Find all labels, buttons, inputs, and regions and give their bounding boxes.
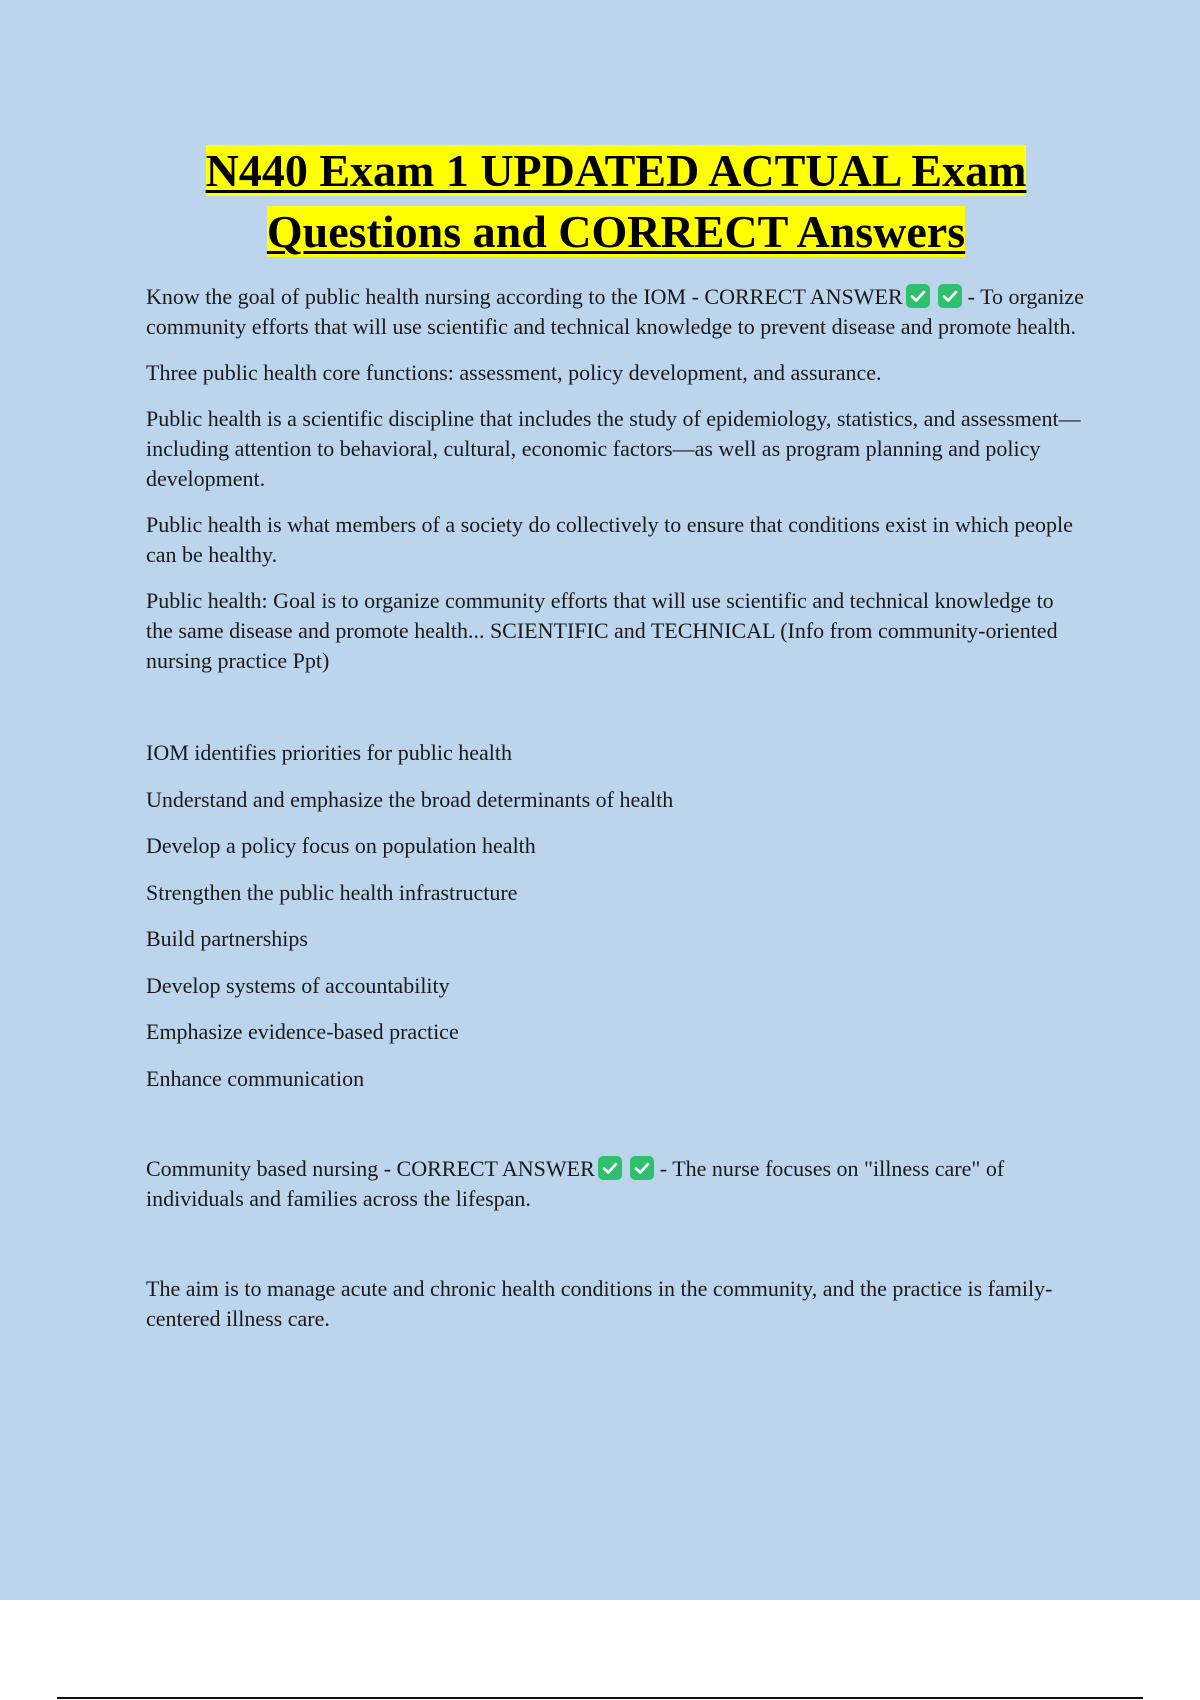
footer-divider xyxy=(57,1697,1143,1699)
title-line-1: N440 Exam 1 UPDATED ACTUAL Exam xyxy=(205,145,1027,196)
check-mark-icon xyxy=(630,1156,654,1180)
check-mark-icon xyxy=(906,284,930,308)
list-item: Develop a policy focus on population health xyxy=(146,833,536,858)
question-2 xyxy=(146,1154,1086,1214)
paragraph-scientific-discipline: Public health is a scientific discipline that includes the study of epidemiology, statistics, and assessment—including attention to behavioral, cultural, economic factors—as well as program planning and policy development. xyxy=(146,406,1081,491)
paragraph-core-functions: Three public health core functions: assessment, policy development, and assurance. xyxy=(146,360,882,385)
check-mark-icon xyxy=(598,1156,622,1180)
list-item: Build partnerships xyxy=(146,926,308,951)
paragraph-collective-action: Public health is what members of a society do collectively to ensure that conditions exist in which people can be healthy. xyxy=(146,512,1073,567)
question-1-answer: - To organize community efforts that will use scientific and technical knowledge to prevent disease and promote health. xyxy=(146,284,1084,339)
list-item: Develop systems of accountability xyxy=(146,972,450,998)
question-2-answer: - The nurse focuses on "illness care" of individuals and families across the lifespan. xyxy=(146,1156,1005,1211)
question-1 xyxy=(146,282,1086,342)
question-2-lead: Community based nursing - CORRECT ANSWER xyxy=(146,1156,595,1181)
question-1-lead: Know the goal of public health nursing according to the IOM - CORRECT ANSWER xyxy=(146,284,903,309)
list-item: Understand and emphasize the broad determinants of health xyxy=(146,786,674,812)
document-title xyxy=(146,140,1086,262)
list-item: Strengthen the public health infrastructure xyxy=(146,879,518,905)
list-item: Enhance communication xyxy=(146,1065,365,1091)
title-line-2: Questions and CORRECT Answers xyxy=(266,206,966,257)
closing-paragraph: The aim is to manage acute and chronic health conditions in the community, and the practice is family-centered illness care. xyxy=(146,1276,1053,1331)
check-mark-icon xyxy=(938,284,962,308)
document-content xyxy=(146,140,1086,1350)
paragraph-goal: Public health: Goal is to organize community efforts that will use scientific and technical knowledge to the same disease and promote health... SCIENTIFIC and TECHNICAL (Info from community-oriented nursing practice Ppt) xyxy=(146,588,1058,673)
list-item: Emphasize evidence-based practice xyxy=(146,1019,459,1044)
list-item: IOM identifies priorities for public health xyxy=(146,740,512,765)
iom-priorities-list xyxy=(146,738,1086,1094)
